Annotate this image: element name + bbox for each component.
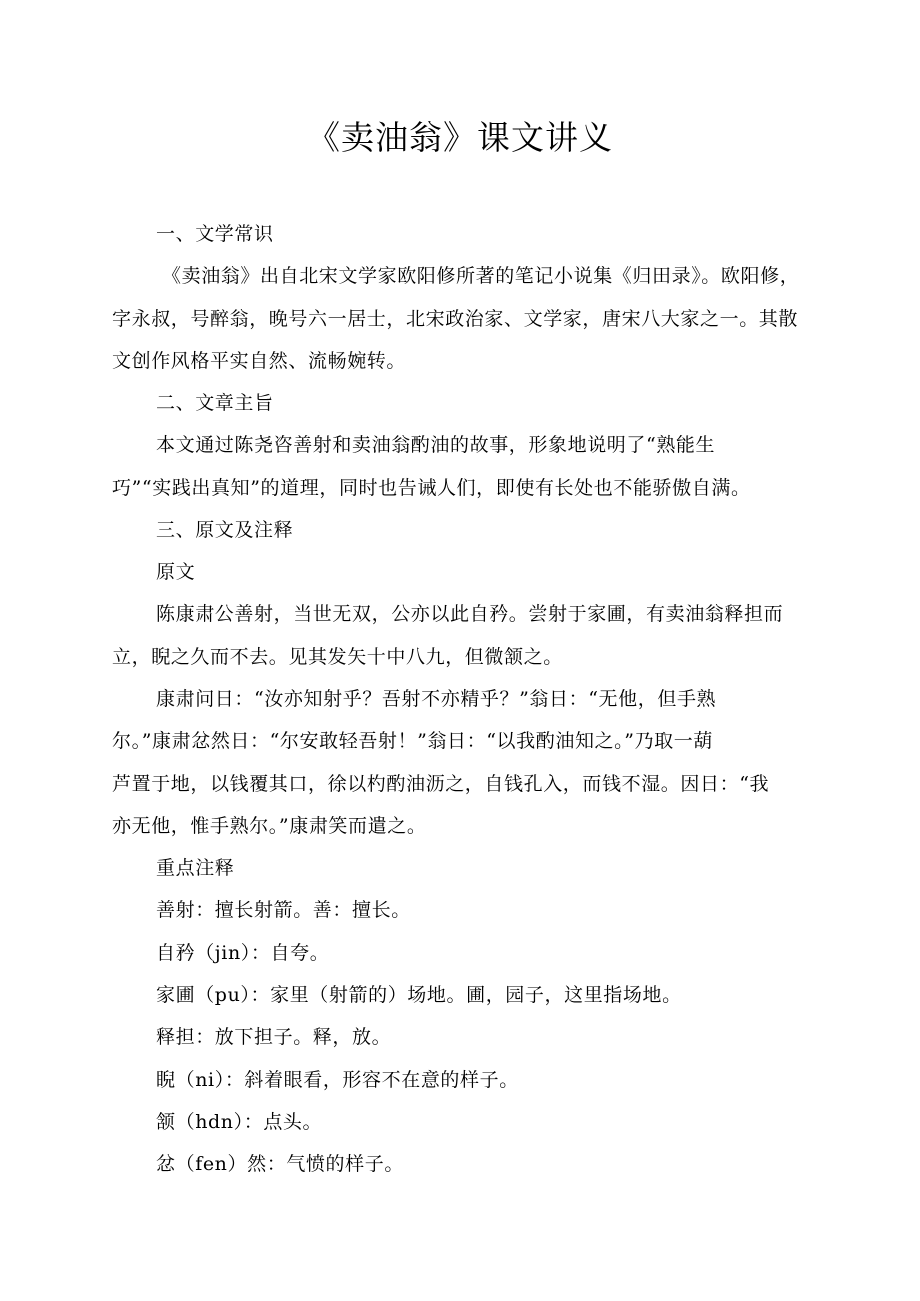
- page-title: 《卖油翁》课文讲义: [307, 118, 613, 157]
- paragraph-line: 本文通过陈尧咨善射和卖油翁酌油的故事，形象地说明了“熟能生: [156, 434, 716, 456]
- note-item: 家圃（pu）：家里（射箭的）场地。圃，园子，这里指场地。: [156, 984, 682, 1006]
- paragraph-line: 《卖油翁》出自北宋文学家欧阳修所著的笔记小说集《归田录》。欧阳修，: [162, 265, 800, 287]
- section-heading-original-text: 三、原文及注释: [156, 519, 294, 541]
- note-item: 善射：擅长射箭。善：擅长。: [156, 899, 411, 921]
- note-item: 忿（fen）然：气愤的样子。: [156, 1153, 404, 1175]
- paragraph-line: 尔。”康肃忿然日：“尔安敢轻吾射！”翁日：“以我酌油知之。”乃取一葫: [112, 730, 713, 752]
- paragraph-line: 巧”“实践出真知”的道理，同时也告诫人们，即使有长处也不能骄傲自满。: [112, 477, 751, 499]
- paragraph-line: 文创作风格平实自然、流畅婉转。: [112, 350, 407, 372]
- paragraph-line: 康肃问日：“汝亦知射乎？吾射不亦精乎？”翁日：“无他，但手熟: [156, 688, 717, 710]
- paragraph-line: 陈康肃公善射，当世无双，公亦以此自矜。尝射于家圃，有卖油翁释担而: [156, 603, 784, 625]
- section-heading-literary-knowledge: 一、文学常识: [156, 223, 274, 245]
- note-item: 颔（hdn）：点头。: [156, 1111, 323, 1133]
- note-item: 释担：放下担子。释，放。: [156, 1026, 392, 1048]
- note-item: 睨（ni）：斜着眼看，形容不在意的样子。: [156, 1069, 519, 1091]
- subheading-original: 原文: [156, 561, 196, 583]
- paragraph-line: 字永叔，号醉翁，晚号六一居士，北宋政治家、文学家，唐宋八大家之一。其散: [112, 308, 799, 330]
- paragraph-line: 立，睨之久而不去。见其发矢十中八九，但微颔之。: [112, 646, 563, 668]
- note-item: 自矜（jin）：自夸。: [156, 942, 330, 964]
- subheading-key-notes: 重点注释: [156, 857, 235, 879]
- paragraph-line: 芦置于地，以钱覆其口，徐以杓酌油沥之，自钱孔入，而钱不湿。因日：“我: [112, 773, 770, 795]
- section-heading-main-idea: 二、文章主旨: [156, 392, 274, 414]
- paragraph-line: 亦无他，惟手熟尔。”康肃笑而遣之。: [112, 815, 427, 837]
